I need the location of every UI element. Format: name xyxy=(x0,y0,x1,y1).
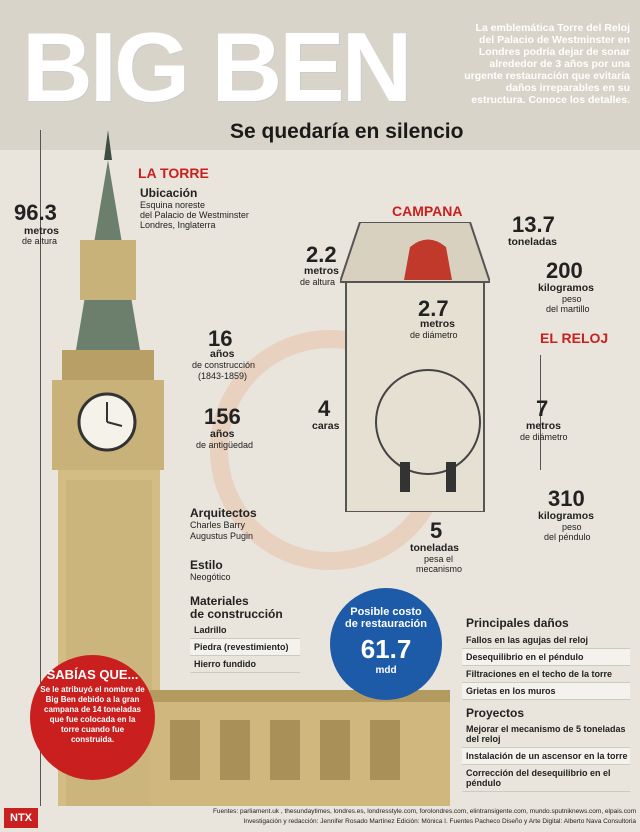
damage-item: Grietas en los muros xyxy=(462,683,630,700)
projects-heading: Proyectos xyxy=(466,706,525,720)
pendulum-weight-unit3: del péndulo xyxy=(544,532,591,542)
pendulum-weight-value: 310 xyxy=(548,486,585,511)
location-label: Ubicación xyxy=(140,186,198,200)
cost-label1: Posible costo xyxy=(350,606,422,618)
hammer-weight-value: 200 xyxy=(546,258,583,283)
tower-height-unit: metros xyxy=(24,225,60,237)
projects-list xyxy=(462,721,630,792)
damages-list xyxy=(462,632,630,700)
bell-height-unit: metros xyxy=(304,265,340,277)
construction-years-range: (1843-1859) xyxy=(198,371,248,381)
clock-diameter-unit2: de diámetro xyxy=(520,432,568,442)
belfry-illustration xyxy=(340,222,490,512)
hammer-weight-unit: kilogramos xyxy=(538,282,595,294)
footer-credits: Investigación y redacción: Jennifer Rosado Martínez Edición: Mónica I. Fuentes Pacheco Diseño y Arte Digital: Alberto Nava Consultoria xyxy=(243,818,636,825)
clock-diameter-unit: metros xyxy=(526,420,562,432)
bell-height-value: 2.2 xyxy=(306,242,337,267)
tower-height-value: 96.3 xyxy=(14,200,57,225)
architect-2: Augustus Pugin xyxy=(190,531,254,541)
cost-value: 61.7 xyxy=(360,634,412,664)
style-label: Estilo xyxy=(190,558,223,572)
parliament-illustration xyxy=(150,680,450,810)
construction-years-unit: años xyxy=(210,348,235,360)
spire-tip xyxy=(104,130,112,160)
pendulum-weight-unit2: peso xyxy=(562,522,582,532)
project-item: Instalación de un ascensor en la torre xyxy=(462,748,630,765)
bell-heading: CAMPANA xyxy=(392,203,463,219)
mechanism-weight-unit: toneladas xyxy=(410,542,460,554)
bell-height-unit2: de altura xyxy=(300,277,336,287)
fact-text: Se le atribuyó el nombre de Big Ben debido a la gran campana de 14 toneladas que fue colocada en la torre cuando fue construida. xyxy=(40,685,145,744)
age-unit2: de antigüedad xyxy=(196,440,254,450)
bell-diameter-value: 2.7 xyxy=(418,296,449,321)
damage-item: Fallos en las agujas del reloj xyxy=(462,632,630,649)
damages-heading: Principales daños xyxy=(466,616,569,630)
page-subtitle: Se quedaría en silencio xyxy=(230,120,464,143)
clock-heading: EL RELOJ xyxy=(540,330,609,346)
material-item: Hierro fundido xyxy=(190,656,300,673)
tower-height-unit2: de altura xyxy=(22,236,58,246)
project-item: Corrección del desequilibrio en el péndulo xyxy=(462,765,630,792)
bell-weight-value: 13.7 xyxy=(512,212,555,237)
faces-unit: caras xyxy=(312,420,340,432)
footer-sources: Fuentes: parliament.uk , thesundaytimes, londres.es, londresstyle.com, forolondres.com, elintransigente.com, mundo.sputniknews.com, elpais.com xyxy=(212,808,636,815)
faces-value: 4 xyxy=(318,396,331,421)
mechanism-weight-value: 5 xyxy=(430,518,443,543)
bell-diameter-unit2: de diámetro xyxy=(410,330,458,340)
tower-heading: LA TORRE xyxy=(138,165,209,181)
fact-heading: SABÍAS QUE... xyxy=(46,667,139,682)
damage-item: Filtraciones en el techo de la torre xyxy=(462,666,630,683)
style-value: Neogótico xyxy=(190,572,231,582)
age-value: 156 xyxy=(204,404,241,429)
location-line2: del Palacio de Westminster xyxy=(140,210,249,220)
architect-1: Charles Barry xyxy=(190,520,246,530)
location-line3: Londres, Inglaterra xyxy=(140,220,216,230)
mechanism-weight-unit3: mecanismo xyxy=(416,564,463,574)
cost-badge xyxy=(330,588,442,700)
fact-badge xyxy=(30,655,155,780)
project-item: Mejorar el mecanismo de 5 toneladas del reloj xyxy=(462,721,630,748)
cost-unit: mdd xyxy=(375,665,397,676)
construction-years-unit2: de construcción xyxy=(192,360,256,370)
materials-label2: de construcción xyxy=(190,607,283,621)
bell-weight-unit: toneladas xyxy=(508,236,558,248)
hammer-weight-unit3: del martillo xyxy=(546,304,590,314)
material-item: Ladrillo xyxy=(190,622,300,639)
location-line1: Esquina noreste xyxy=(140,200,206,210)
materials-label: Materiales xyxy=(190,594,249,608)
page-title: BIG BEN xyxy=(22,12,410,122)
bell-diameter-unit: metros xyxy=(420,318,456,330)
hammer-weight-unit2: peso xyxy=(562,294,582,304)
materials-list xyxy=(190,622,300,673)
ntx-logo: NTX xyxy=(4,808,38,828)
cost-label2: de restauración xyxy=(345,618,427,630)
material-item: Piedra (revestimiento) xyxy=(190,639,300,656)
mechanism-weight-unit2: pesa el xyxy=(424,554,454,564)
intro-text: La emblemática Torre del Reloj del Palacio de Westminster en Londres podría dejar de sonar alrededor de 3 años por una urgente restauración que evitaría daños irreparables en su estructura. Conoce los detalles. xyxy=(464,22,630,106)
age-unit: años xyxy=(210,428,235,440)
architects-label: Arquitectos xyxy=(190,506,257,520)
construction-years-value: 16 xyxy=(208,326,233,351)
pendulum-weight-unit: kilogramos xyxy=(538,510,595,522)
clock-diameter-value: 7 xyxy=(536,396,549,421)
damage-item: Desequilibrio en el péndulo xyxy=(462,649,630,666)
